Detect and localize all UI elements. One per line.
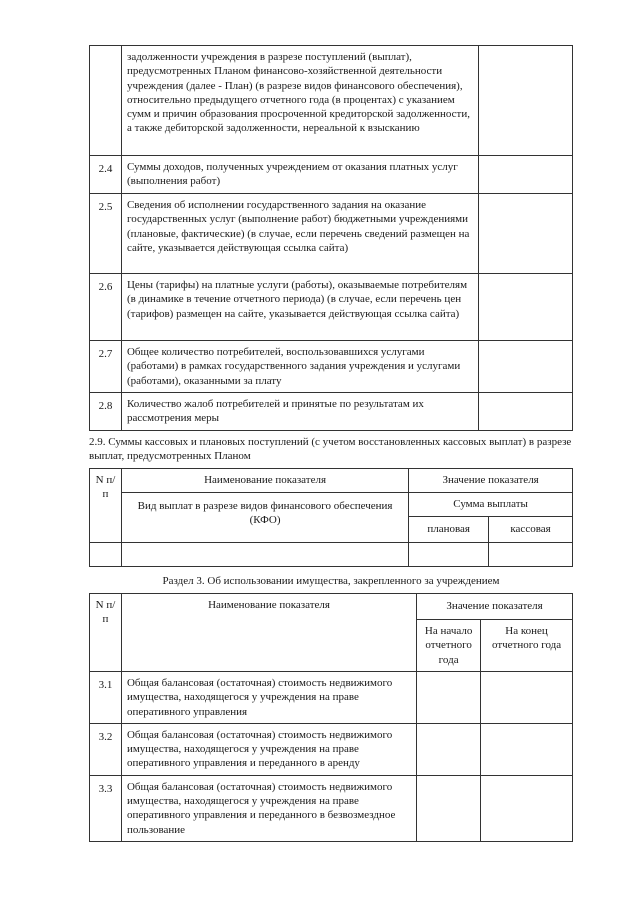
indicator-text: Цены (тарифы) на платные услуги (работы), оказываемые потребителям (в динамике в течение отчетного периода) (в случае, если перечень цен (тарифов) размещен на сайте, указывается действующая ссылка сайта) <box>121 274 478 341</box>
row-number: 3.2 <box>90 723 122 775</box>
indicator-value-cell <box>479 393 573 431</box>
row-number: 3.3 <box>90 775 122 841</box>
table-row <box>90 672 573 724</box>
empty-cell <box>409 543 489 567</box>
table-row <box>90 775 573 841</box>
indicator-text: задолженности учреждения в разрезе поступлений (выплат), предусмотренных Планом финансово-хозяйственной деятельности учреждения (далее - План) (в разрезе видов финансового обеспечения), относительно предыдущего отчетного года (в процентах) с указанием сумм и причин образования просроченной кредиторской задолженности, а также дебиторской задолженности, нереальной к взысканию <box>121 46 478 156</box>
property-table <box>89 593 573 842</box>
indicator-text: Общая балансовая (остаточная) стоимость недвижимого имущества, находящегося у учреждения на праве оперативного управления и переданного в аренду <box>121 723 416 775</box>
table-header-row <box>90 469 573 493</box>
indicators-table-section2 <box>89 45 573 431</box>
indicator-value-cell <box>479 274 573 341</box>
table-row <box>90 723 573 775</box>
indicator-value-cell <box>479 156 573 194</box>
col-header-value: Значение показателя <box>417 594 573 620</box>
indicator-text: Общая балансовая (остаточная) стоимость недвижимого имущества, находящегося у учреждения на праве оперативного управления и переданного в безвозмездное пользование <box>121 775 416 841</box>
row-number <box>90 46 122 156</box>
col-header-number: N п/п <box>90 469 122 543</box>
indicator-text: Общая балансовая (остаточная) стоимость недвижимого имущества, находящегося у учреждения на праве оперативного управления <box>121 672 416 724</box>
indicator-text: Сведения об исполнении государственного задания на оказание государственных услуг (выполнение работ) бюджетными учреждениями (плановые, фактические) (в случае, если перечень сведений размещен на сайте, указывается действующая ссылка сайта) <box>121 194 478 274</box>
col-header-value: Значение показателя <box>409 469 573 493</box>
row-number: 2.7 <box>90 341 122 393</box>
row-number: 2.5 <box>90 194 122 274</box>
empty-cell <box>121 543 408 567</box>
row-number: 3.1 <box>90 672 122 724</box>
col-header-cash: кассовая <box>489 517 573 543</box>
value-end-cell <box>481 775 573 841</box>
value-start-cell <box>417 723 481 775</box>
indicator-value-cell <box>479 194 573 274</box>
paragraph-2-9: 2.9. Суммы кассовых и плановых поступлений (с учетом восстановленных кассовых выплат) в разрезе выплат, предусмотренных Планом <box>89 436 572 463</box>
section-3-title: Раздел 3. Об использовании имущества, закрепленного за учреждением <box>162 575 500 587</box>
indicator-text: Общее количество потребителей, воспользовавшихся услугами (работами) в рамках государственного задания учреждения и услугами (работами), оказанными за плату <box>121 341 478 393</box>
row-number: 2.8 <box>90 393 122 431</box>
indicator-value-cell <box>479 46 573 156</box>
col-header-number: N п/п <box>90 594 122 672</box>
col-header-end-of-year: На конец отчетного года <box>481 620 573 672</box>
sum-label: Сумма выплаты <box>409 493 573 517</box>
value-end-cell <box>481 672 573 724</box>
table-row <box>90 341 573 393</box>
value-start-cell <box>417 775 481 841</box>
indicator-text: Количество жалоб потребителей и принятые по результатам их рассмотрения меры <box>121 393 478 431</box>
col-header-start-of-year: На начало отчетного года <box>417 620 481 672</box>
table-row <box>90 543 573 567</box>
empty-cell <box>90 543 122 567</box>
table-row <box>90 194 573 274</box>
col-header-planned: плановая <box>409 517 489 543</box>
table-row <box>90 46 573 156</box>
row-number: 2.4 <box>90 156 122 194</box>
indicator-value-cell <box>479 341 573 393</box>
row-number: 2.6 <box>90 274 122 341</box>
empty-cell <box>489 543 573 567</box>
indicator-text: Суммы доходов, полученных учреждением от оказания платных услуг (выполнения работ) <box>121 156 478 194</box>
col-header-name: Наименование показателя <box>121 469 408 493</box>
table-row <box>90 393 573 431</box>
payments-table <box>89 468 573 567</box>
table-header-row <box>90 493 573 517</box>
value-end-cell <box>481 723 573 775</box>
col-header-name: Наименование показателя <box>121 594 416 672</box>
payment-type-label: Вид выплат в разрезе видов финансового обеспечения (КФО) <box>121 493 408 543</box>
table-header-row <box>90 594 573 620</box>
value-start-cell <box>417 672 481 724</box>
table-row <box>90 156 573 194</box>
table-row <box>90 274 573 341</box>
